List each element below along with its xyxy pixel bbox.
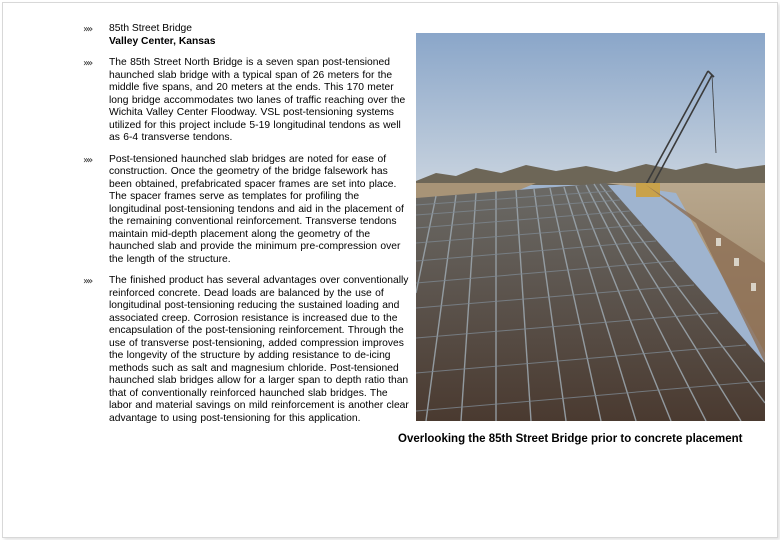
bridge-photo [416,33,765,421]
slide [2,2,778,538]
bullet-text: The finished product has several advantages over conventionally reinforced concrete. Dead loads are balanced by the use of longitudinal post-tensioning reducing the sustained loading and associated creep. Corrosion resistance is increased due to the encapsulation of the post-tensioning reinforcement. Through the use of transverse post-tensioning, added compression improves the longevity of the structure by adding resistance to de-icing methods such as salt and magnesium chloride. Post-tensioned haunched slab bridges allow for a larger span to depth ratio than that of conventionally reinforced haunched slab bridges. The labor and material savings on mild reinforcement is another clear advantage to using post-tensioning for this application. [109,275,409,424]
photo-caption: Overlooking the 85th Street Bridge prior to concrete placement [398,433,743,445]
bullet-marker-icon: »» [83,58,92,69]
bullet-title: 85th Street Bridge [109,23,192,34]
bridge-photo-illustration [416,33,765,421]
bullet-marker-icon: »» [83,154,92,166]
bullet-subtitle: Valley Center, Kansas [109,35,216,47]
bullet-text: The 85th Street North Bridge is a seven span post-tensioned haunched slab bridge with a typical span of 26 meters for the middle five spans, and 20 meters at the ends. This 170 meter long bridge accommodates two lanes of traffic reaching over the Wichita Valley Center Floodway. VSL post-tensioning systems utilized for this project include 5-19 longitudinal tendons as well as 6-4 transverse tendons. [109,57,406,143]
bullet-item [83,57,413,145]
bullet-item [83,154,413,267]
bullet-item [83,23,413,48]
bullet-item [83,275,413,425]
bullet-marker-icon: »» [83,24,92,35]
bullet-text: Post-tensioned haunched slab bridges are noted for ease of construction. Once the geometry of the bridge falsework has been obtained, prefabricated spacer frames are set into place. The spacer frames serve as templates for profiling the longitudinal post-tensioning tendons and aid in the placement of the remaining conventional reinforcement. Transverse tendons maintain mid-depth placement along the geometry of the haunched slab and provide the minimum pre-compression over the length of the structure. [109,153,404,265]
bullet-marker-icon: »» [83,276,92,287]
bullet-list [83,23,413,434]
